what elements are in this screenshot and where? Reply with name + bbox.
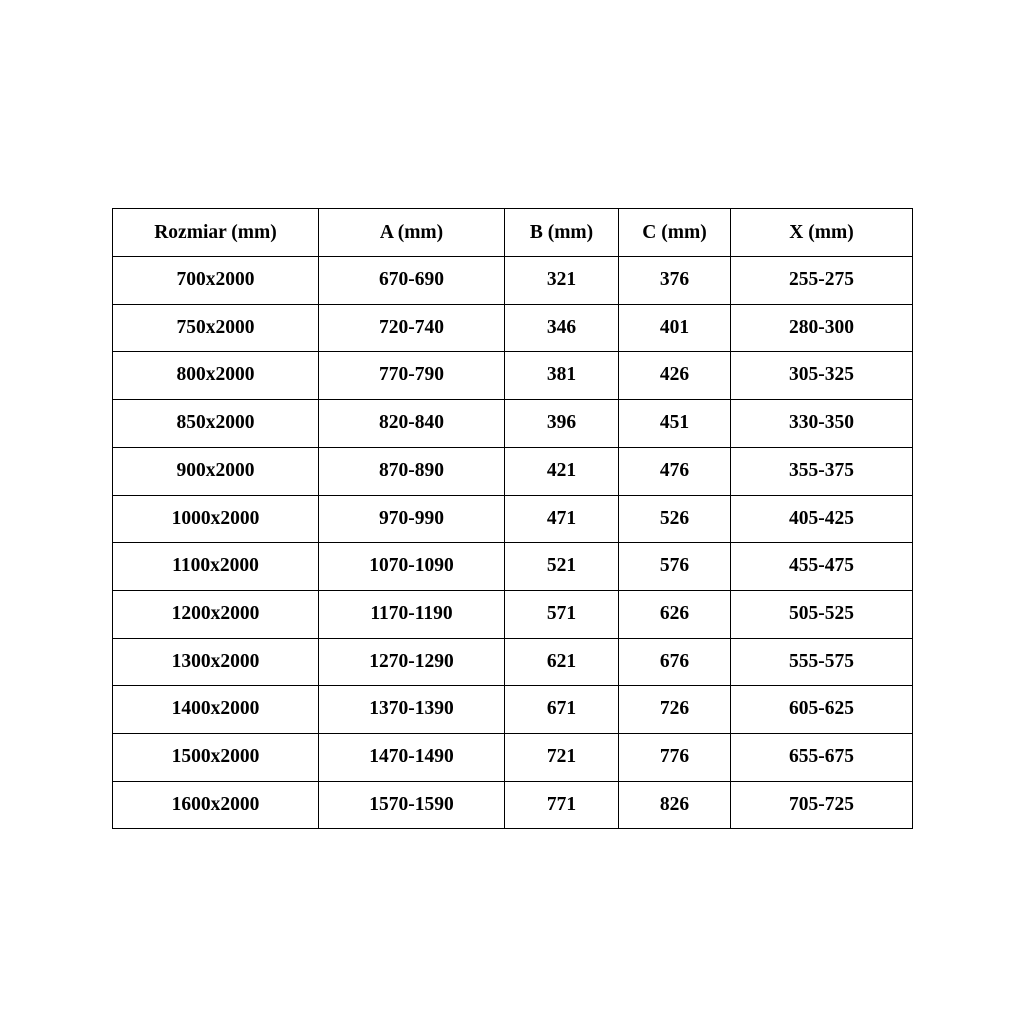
cell-x: 705-725 <box>731 781 913 829</box>
cell-size: 900x2000 <box>113 447 319 495</box>
cell-c: 426 <box>619 352 731 400</box>
table-row <box>113 304 913 352</box>
cell-a: 1370-1390 <box>319 686 505 734</box>
cell-size: 1600x2000 <box>113 781 319 829</box>
column-header-b: B (mm) <box>505 209 619 257</box>
cell-a: 870-890 <box>319 447 505 495</box>
cell-a: 1570-1590 <box>319 781 505 829</box>
cell-x: 355-375 <box>731 447 913 495</box>
cell-b: 471 <box>505 495 619 543</box>
cell-x: 455-475 <box>731 543 913 591</box>
cell-c: 626 <box>619 590 731 638</box>
cell-x: 505-525 <box>731 590 913 638</box>
cell-size: 1200x2000 <box>113 590 319 638</box>
cell-a: 1070-1090 <box>319 543 505 591</box>
cell-b: 571 <box>505 590 619 638</box>
cell-x: 555-575 <box>731 638 913 686</box>
cell-c: 401 <box>619 304 731 352</box>
table-row <box>113 543 913 591</box>
cell-size: 800x2000 <box>113 352 319 400</box>
cell-a: 820-840 <box>319 400 505 448</box>
table-row <box>113 447 913 495</box>
cell-b: 421 <box>505 447 619 495</box>
table-row <box>113 590 913 638</box>
cell-c: 451 <box>619 400 731 448</box>
cell-b: 621 <box>505 638 619 686</box>
cell-b: 771 <box>505 781 619 829</box>
column-header-x: X (mm) <box>731 209 913 257</box>
cell-size: 850x2000 <box>113 400 319 448</box>
cell-a: 970-990 <box>319 495 505 543</box>
table-header <box>113 209 913 257</box>
cell-a: 720-740 <box>319 304 505 352</box>
cell-a: 670-690 <box>319 257 505 305</box>
cell-a: 770-790 <box>319 352 505 400</box>
cell-c: 476 <box>619 447 731 495</box>
cell-c: 676 <box>619 638 731 686</box>
table-row <box>113 638 913 686</box>
cell-a: 1470-1490 <box>319 734 505 782</box>
cell-x: 330-350 <box>731 400 913 448</box>
cell-size: 750x2000 <box>113 304 319 352</box>
column-header-c: C (mm) <box>619 209 731 257</box>
cell-c: 526 <box>619 495 731 543</box>
table-header-row <box>113 209 913 257</box>
cell-b: 721 <box>505 734 619 782</box>
column-header-rozmiar: Rozmiar (mm) <box>113 209 319 257</box>
size-specification-table <box>112 208 913 829</box>
cell-size: 1400x2000 <box>113 686 319 734</box>
cell-x: 280-300 <box>731 304 913 352</box>
column-header-a: A (mm) <box>319 209 505 257</box>
cell-c: 726 <box>619 686 731 734</box>
table-row <box>113 495 913 543</box>
cell-b: 346 <box>505 304 619 352</box>
cell-a: 1270-1290 <box>319 638 505 686</box>
size-table-container <box>112 208 912 829</box>
cell-size: 1300x2000 <box>113 638 319 686</box>
cell-b: 396 <box>505 400 619 448</box>
cell-size: 1000x2000 <box>113 495 319 543</box>
table-row <box>113 257 913 305</box>
cell-x: 405-425 <box>731 495 913 543</box>
cell-b: 671 <box>505 686 619 734</box>
cell-size: 1500x2000 <box>113 734 319 782</box>
cell-b: 521 <box>505 543 619 591</box>
cell-x: 255-275 <box>731 257 913 305</box>
table-row <box>113 400 913 448</box>
cell-x: 305-325 <box>731 352 913 400</box>
cell-c: 576 <box>619 543 731 591</box>
table-body <box>113 257 913 829</box>
cell-a: 1170-1190 <box>319 590 505 638</box>
table-row <box>113 352 913 400</box>
cell-c: 826 <box>619 781 731 829</box>
cell-size: 1100x2000 <box>113 543 319 591</box>
cell-c: 776 <box>619 734 731 782</box>
cell-b: 381 <box>505 352 619 400</box>
cell-b: 321 <box>505 257 619 305</box>
cell-x: 655-675 <box>731 734 913 782</box>
cell-size: 700x2000 <box>113 257 319 305</box>
cell-c: 376 <box>619 257 731 305</box>
cell-x: 605-625 <box>731 686 913 734</box>
table-row <box>113 781 913 829</box>
table-row <box>113 686 913 734</box>
table-row <box>113 734 913 782</box>
